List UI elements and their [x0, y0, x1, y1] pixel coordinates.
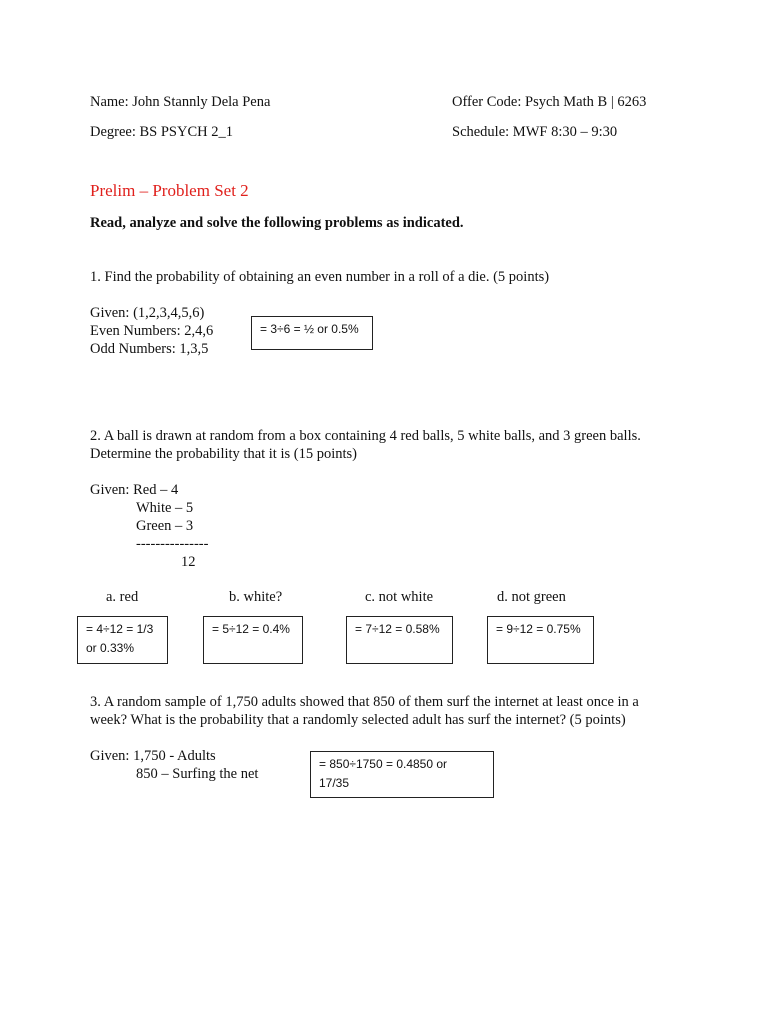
problem2-part-a-label: a. red: [106, 589, 139, 605]
problem2-given-white: White – 5: [136, 500, 194, 516]
problem3-given-adults: Given: 1,750 - Adults: [90, 748, 216, 764]
problem1-question: 1. Find the probability of obtaining an even number in a roll of a die. (5 points): [90, 269, 550, 285]
problem2-part-d-answer-box: = 9÷12 = 0.75%: [487, 616, 594, 664]
problem2-given-red: Given: Red – 4: [90, 482, 179, 498]
problem2-part-c-answer-box: = 7÷12 = 0.58%: [346, 616, 453, 664]
problem2-part-a-answer-box: = 4÷12 = 1/3 or 0.33%: [77, 616, 168, 664]
problem2-total: 12: [181, 554, 196, 570]
problem3-given-surfing: 850 – Surfing the net: [136, 766, 259, 782]
instructions: Read, analyze and solve the following problems as indicated.: [90, 215, 464, 231]
problem2-part-d-label: d. not green: [497, 589, 566, 605]
problem2-divider: ---------------: [136, 536, 209, 552]
problem1-given-set: Given: (1,2,3,4,5,6): [90, 305, 205, 321]
offer-code: Offer Code: Psych Math B | 6263: [452, 94, 647, 110]
problem2-part-c-label: c. not white: [365, 589, 434, 605]
problem2-question-line2: Determine the probability that it is (15 points): [90, 446, 357, 462]
page-title: Prelim – Problem Set 2: [90, 181, 249, 200]
problem2-part-b-answer-box: = 5÷12 = 0.4%: [203, 616, 303, 664]
schedule: Schedule: MWF 8:30 – 9:30: [452, 124, 618, 140]
problem2-question-line1: 2. A ball is drawn at random from a box containing 4 red balls, 5 white balls, and 3 green balls.: [90, 428, 641, 444]
problem3-question-line2: week? What is the probability that a randomly selected adult has surf the internet? (5 points): [90, 712, 626, 728]
degree: Degree: BS PSYCH 2_1: [90, 124, 233, 140]
problem2-part-b-label: b. white?: [229, 589, 283, 605]
problem1-answer-box: = 3÷6 = ½ or 0.5%: [251, 316, 373, 350]
problem3-question-line1: 3. A random sample of 1,750 adults showed that 850 of them surf the internet at least once in a: [90, 694, 639, 710]
student-name: Name: John Stannly Dela Pena: [90, 94, 271, 110]
problem2-given-green: Green – 3: [136, 518, 194, 534]
problem1-given-even: Even Numbers: 2,4,6: [90, 323, 214, 339]
problem1-given-odd: Odd Numbers: 1,3,5: [90, 341, 209, 357]
problem3-answer-box: = 850÷1750 = 0.4850 or 17/35: [310, 751, 494, 798]
